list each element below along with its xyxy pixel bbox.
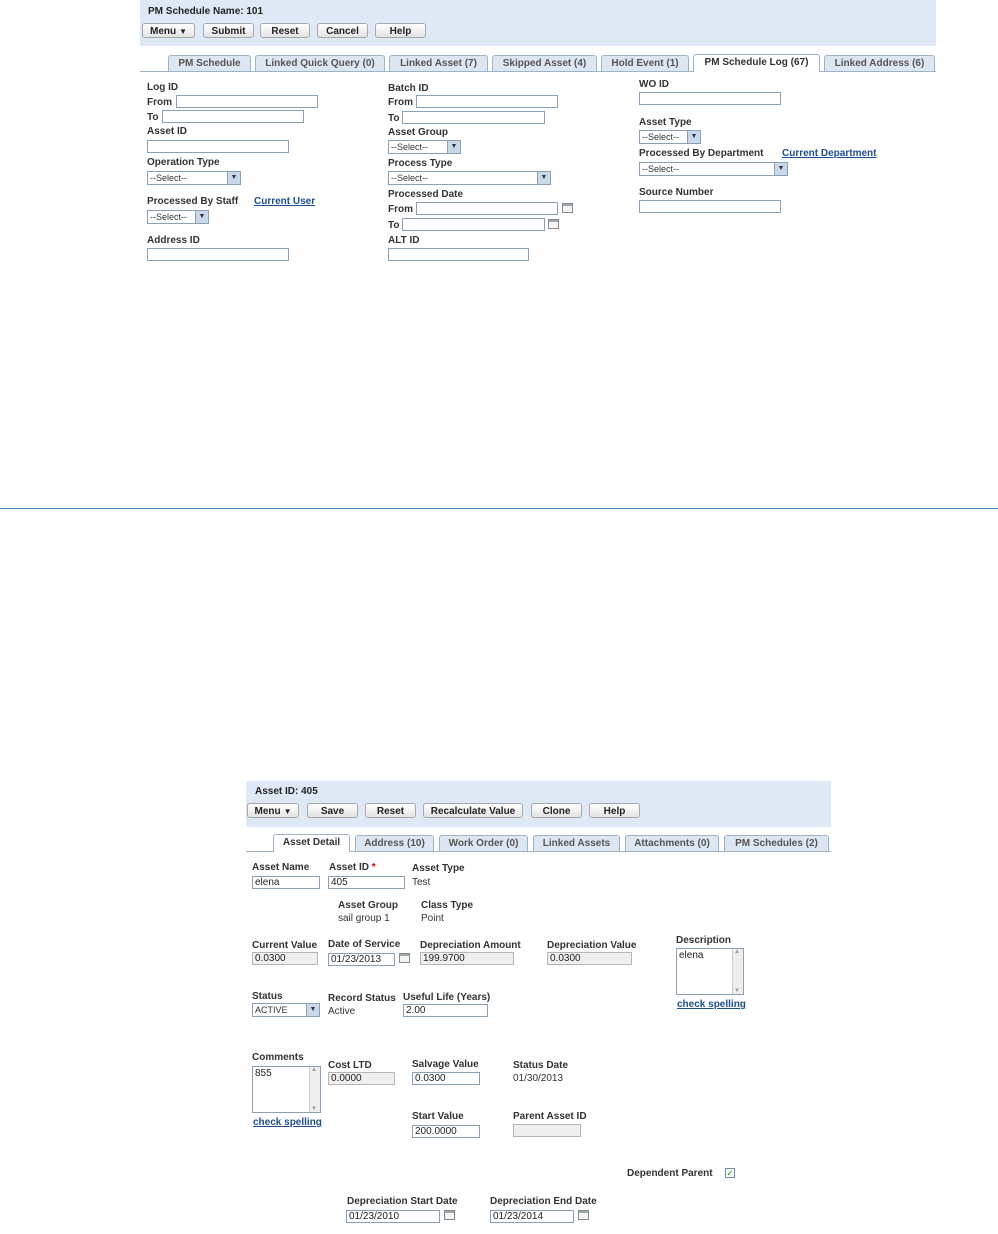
depreciation-value-field: 0.0300 <box>547 952 632 965</box>
required-marker: * <box>371 862 376 873</box>
tab-work-order[interactable]: Work Order (0) <box>439 835 528 851</box>
save-button[interactable]: Save <box>307 803 358 818</box>
asset-id-input[interactable]: 405 <box>328 876 405 889</box>
record-status-label: Record Status <box>328 993 396 1004</box>
chevron-down-icon: ▼ <box>447 141 460 153</box>
status-date-label: Status Date <box>513 1060 569 1071</box>
depreciation-end-date-input[interactable]: 01/23/2014 <box>490 1210 574 1223</box>
processed-date-from-input[interactable] <box>416 202 558 215</box>
alt-id-input[interactable] <box>388 248 529 261</box>
cost-ltd-field: 0.0000 <box>328 1072 395 1085</box>
asset-name-label: Asset Name <box>252 862 310 873</box>
salvage-value-input[interactable]: 0.0300 <box>412 1072 480 1085</box>
calendar-icon[interactable] <box>578 1210 589 1220</box>
asset-help-button[interactable]: Help <box>589 803 640 818</box>
tab-pm-schedule-log[interactable]: PM Schedule Log (67) <box>693 54 820 72</box>
cancel-button[interactable]: Cancel <box>317 23 368 38</box>
pm-title: PM Schedule Name: 101 <box>148 6 264 17</box>
clone-button[interactable]: Clone <box>531 803 582 818</box>
batch-id-to-input[interactable] <box>402 111 545 124</box>
parent-asset-id-label: Parent Asset ID <box>513 1111 587 1122</box>
description-label: Description <box>676 935 732 946</box>
log-id-label: Log ID <box>147 82 179 93</box>
depreciation-end-date-label: Depreciation End Date <box>490 1196 597 1207</box>
asset-title: Asset ID: 405 <box>255 786 318 797</box>
asset-group-value: sail group 1 <box>338 913 390 924</box>
process-type-select[interactable]: --Select-- ▼ <box>388 171 551 185</box>
depreciation-value-label: Depreciation Value <box>547 940 637 951</box>
tab-linked-address[interactable]: Linked Address (6) <box>824 55 935 71</box>
tab-linked-assets[interactable]: Linked Assets <box>533 835 620 851</box>
useful-life-label: Useful Life (Years) <box>403 992 491 1003</box>
start-value-label: Start Value <box>412 1111 464 1122</box>
class-type-label: Class Type <box>421 900 474 911</box>
submit-button[interactable]: Submit <box>203 23 254 38</box>
chevron-down-icon: ▼ <box>774 163 787 175</box>
start-value-input[interactable]: 200.0000 <box>412 1125 480 1138</box>
asset-type-label: Asset Type <box>639 117 692 128</box>
processed-by-staff-select[interactable]: --Select-- ▼ <box>147 210 209 224</box>
asset-type-label: Asset Type <box>412 863 465 874</box>
description-check-spelling-link[interactable]: check spelling <box>677 999 746 1010</box>
batch-id-from-label: From <box>388 97 413 108</box>
chevron-down-icon: ▼ <box>306 1004 319 1016</box>
comments-check-spelling-link[interactable]: check spelling <box>253 1117 322 1128</box>
asset-reset-button[interactable]: Reset <box>365 803 416 818</box>
depreciation-start-date-label: Depreciation Start Date <box>347 1196 458 1207</box>
chevron-down-icon: ▼ <box>195 211 208 223</box>
dependent-parent-label: Dependent Parent <box>627 1168 713 1179</box>
chevron-down-icon: ▼ <box>283 807 292 816</box>
pm-reset-button[interactable]: Reset <box>260 23 310 38</box>
asset-type-value: Test <box>412 877 431 888</box>
source-number-input[interactable] <box>639 200 781 213</box>
processed-date-label: Processed Date <box>388 189 464 200</box>
processed-date-to-input[interactable] <box>402 218 545 231</box>
address-id-label: Address ID <box>147 235 200 246</box>
log-id-to-label: To <box>147 112 159 123</box>
calendar-icon[interactable] <box>562 203 573 213</box>
asset-menu-button[interactable]: Menu ▼ <box>247 803 299 818</box>
log-id-to-input[interactable] <box>162 110 304 123</box>
scrollbar[interactable] <box>732 949 743 994</box>
comments-label: Comments <box>252 1052 304 1063</box>
processed-by-department-select[interactable]: --Select-- ▼ <box>639 162 788 176</box>
recalculate-value-button[interactable]: Recalculate Value <box>423 803 523 818</box>
processed-by-department-label: Processed By Department <box>639 148 764 159</box>
asset-id-label: Asset ID <box>147 126 188 137</box>
asset-name-input[interactable]: elena <box>252 876 320 889</box>
tab-address[interactable]: Address (10) <box>355 835 434 851</box>
tab-asset-detail[interactable]: Asset Detail <box>273 834 350 852</box>
asset-id-input[interactable] <box>147 140 289 153</box>
parent-asset-id-field <box>513 1124 581 1137</box>
current-user-link[interactable]: Current User <box>254 196 316 207</box>
chevron-down-icon: ▼ <box>227 172 240 184</box>
current-department-link[interactable]: Current Department <box>782 148 877 159</box>
asset-group-label: Asset Group <box>388 127 449 138</box>
pm-menu-button[interactable]: Menu ▼ <box>142 23 195 38</box>
salvage-value-label: Salvage Value <box>412 1059 479 1070</box>
status-date-value: 01/30/2013 <box>513 1073 564 1084</box>
tab-skipped-asset[interactable]: Skipped Asset (4) <box>492 55 597 71</box>
source-number-label: Source Number <box>639 187 714 198</box>
alt-id-label: ALT ID <box>388 235 420 246</box>
asset-group-label: Asset Group <box>338 900 399 911</box>
tab-linked-asset[interactable]: Linked Asset (7) <box>389 55 488 71</box>
processed-date-to-label: To <box>388 220 400 231</box>
processed-date-from-label: From <box>388 204 413 215</box>
scrollbar[interactable] <box>309 1067 320 1112</box>
depreciation-amount-label: Depreciation Amount <box>420 940 521 951</box>
current-value-field: 0.0300 <box>252 952 318 965</box>
log-id-from-input[interactable] <box>176 95 318 108</box>
class-type-value: Point <box>421 913 444 924</box>
wo-id-label: WO ID <box>639 79 669 90</box>
pm-help-button[interactable]: Help <box>375 23 426 38</box>
description-textarea[interactable]: elena ▲ ▼ <box>676 948 744 995</box>
tab-pm-schedule[interactable]: PM Schedule <box>168 55 251 71</box>
wo-id-input[interactable] <box>639 92 781 105</box>
section-divider <box>0 508 998 509</box>
address-id-input[interactable] <box>147 248 289 261</box>
chevron-down-icon: ▼ <box>687 131 700 143</box>
chevron-down-icon: ▼ <box>537 172 550 184</box>
calendar-icon[interactable] <box>399 953 410 963</box>
batch-id-label: Batch ID <box>388 83 429 94</box>
current-value-label: Current Value <box>252 940 318 951</box>
operation-type-select[interactable]: --Select-- ▼ <box>147 171 241 185</box>
asset-id-label: Asset ID * <box>329 862 376 873</box>
tab-pm-schedules[interactable]: PM Schedules (2) <box>724 835 829 851</box>
tab-linked-quick-query[interactable]: Linked Quick Query (0) <box>255 55 385 71</box>
date-of-service-label: Date of Service <box>328 939 401 950</box>
cost-ltd-label: Cost LTD <box>328 1060 372 1071</box>
comments-textarea[interactable]: 855 ▲ ▼ <box>252 1066 321 1113</box>
batch-id-from-input[interactable] <box>416 95 558 108</box>
record-status-value: Active <box>328 1006 356 1017</box>
calendar-icon[interactable] <box>548 219 559 229</box>
tab-hold-event[interactable]: Hold Event (1) <box>601 55 689 71</box>
tab-attachments[interactable]: Attachments (0) <box>625 835 719 851</box>
status-label: Status <box>252 991 283 1002</box>
dependent-parent-checkbox[interactable]: ✓ <box>726 1168 734 1178</box>
log-id-from-label: From <box>147 97 172 108</box>
asset-type-select[interactable]: --Select-- ▼ <box>639 130 701 144</box>
process-type-label: Process Type <box>388 158 453 169</box>
batch-id-to-label: To <box>388 113 400 124</box>
useful-life-input[interactable]: 2.00 <box>403 1004 488 1017</box>
calendar-icon[interactable] <box>444 1210 455 1220</box>
processed-by-staff-label: Processed By Staff <box>147 196 239 207</box>
status-select[interactable]: ACTIVE ▼ <box>252 1003 320 1017</box>
date-of-service-input[interactable]: 01/23/2013 <box>328 953 395 966</box>
operation-type-label: Operation Type <box>147 157 220 168</box>
chevron-down-icon: ▼ <box>179 27 188 36</box>
asset-group-select[interactable]: --Select-- ▼ <box>388 140 461 154</box>
depreciation-start-date-input[interactable]: 01/23/2010 <box>346 1210 440 1223</box>
depreciation-amount-field: 199.9700 <box>420 952 514 965</box>
